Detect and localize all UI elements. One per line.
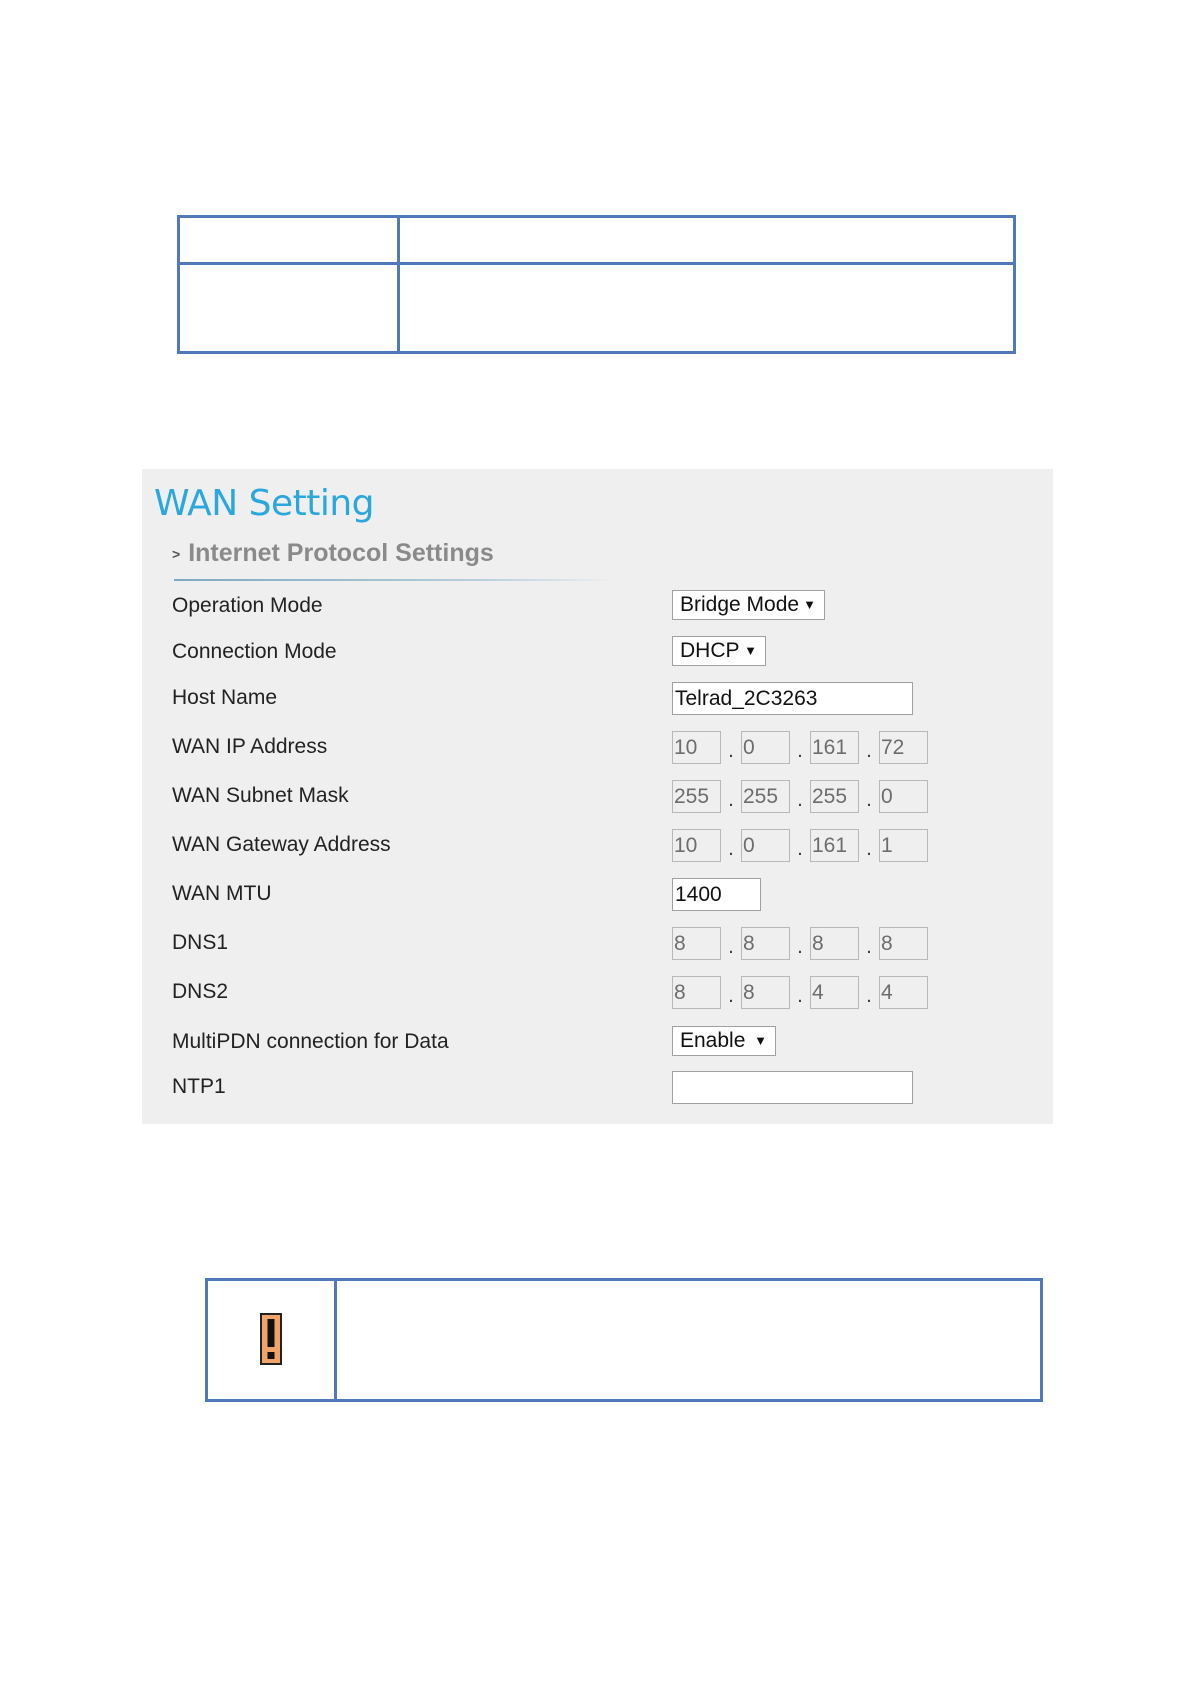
ip-separator: . [797,741,803,762]
host-name-field [672,682,913,715]
table-column-divider [397,218,400,351]
multipdn-select[interactable] [672,1026,776,1056]
multipdn-field [672,1026,776,1056]
ntp1-input[interactable] [672,1071,913,1104]
dns1-octet-2 [741,927,790,960]
wan-ip-octet-4 [879,731,928,764]
wan-ip-octet-1 [672,731,721,764]
dns1-octet-3 [810,927,859,960]
wan-ip-label: WAN IP Address [172,735,328,758]
multipdn-value: Enable [680,1029,746,1052]
operation-mode-field [672,590,825,620]
section-divider [174,579,614,581]
connection-mode-value: DHCP [680,639,740,662]
ip-separator: . [866,839,872,860]
ip-separator: . [728,986,734,1007]
wan-subnet-octet-3 [810,780,859,813]
wan-ip-field [672,731,928,764]
chevron-down-icon: ▼ [754,1033,767,1048]
ip-separator: . [797,986,803,1007]
wan-subnet-octet-1 [672,780,721,813]
wan-ip-octet-3 [810,731,859,764]
section-header [172,539,494,568]
wan-subnet-octet-2 [741,780,790,813]
host-name-input[interactable] [672,682,913,715]
ip-separator: . [866,790,872,811]
ip-separator: . [728,937,734,958]
dns1-field [672,927,928,960]
wan-gateway-octet-2 [741,829,790,862]
wan-gateway-label: WAN Gateway Address [172,833,391,856]
wan-mtu-field [672,878,761,911]
ip-separator: . [797,839,803,860]
ip-separator: . [797,937,803,958]
host-name-label: Host Name [172,686,278,709]
page-title: WAN Setting [154,483,375,524]
wan-gateway-octet-4 [879,829,928,862]
wan-setting-panel [142,469,1053,1124]
ntp1-label: NTP1 [172,1075,226,1098]
operation-mode-value: Bridge Mode [680,593,800,616]
wan-subnet-label: WAN Subnet Mask [172,784,349,807]
chevron-right-icon: > [172,546,181,563]
wan-gateway-octet-1 [672,829,721,862]
top-table [177,215,1016,354]
connection-mode-field [672,636,766,666]
dns2-octet-3 [810,976,859,1009]
ntp1-field [672,1071,913,1104]
wan-subnet-field [672,780,928,813]
chevron-down-icon: ▼ [744,643,757,658]
ip-separator: . [728,790,734,811]
multipdn-label: MultiPDN connection for Data [172,1030,449,1053]
notice-box [205,1278,1043,1402]
dns2-field [672,976,928,1009]
chevron-down-icon: ▼ [803,597,816,612]
ip-separator: . [728,839,734,860]
section-title: Internet Protocol Settings [188,539,494,567]
ip-separator: . [866,937,872,958]
dns2-label: DNS2 [172,980,229,1003]
notice-column-divider [334,1281,337,1399]
dns1-octet-1 [672,927,721,960]
wan-mtu-input[interactable] [672,878,761,911]
dns1-label: DNS1 [172,931,229,954]
wan-subnet-octet-4 [879,780,928,813]
connection-mode-label: Connection Mode [172,640,337,663]
wan-mtu-label: WAN MTU [172,882,272,905]
dns2-octet-1 [672,976,721,1009]
table-row-divider [180,262,1013,265]
dns2-octet-4 [879,976,928,1009]
wan-gateway-field [672,829,928,862]
ip-separator: . [866,741,872,762]
operation-mode-label: Operation Mode [172,594,323,617]
ip-separator: . [797,790,803,811]
connection-mode-select[interactable] [672,636,766,666]
wan-gateway-octet-3 [810,829,859,862]
wan-ip-octet-2 [741,731,790,764]
operation-mode-select[interactable] [672,590,825,620]
dns1-octet-4 [879,927,928,960]
ip-separator: . [728,741,734,762]
exclamation-warning-icon [260,1313,282,1365]
dns2-octet-2 [741,976,790,1009]
ip-separator: . [866,986,872,1007]
